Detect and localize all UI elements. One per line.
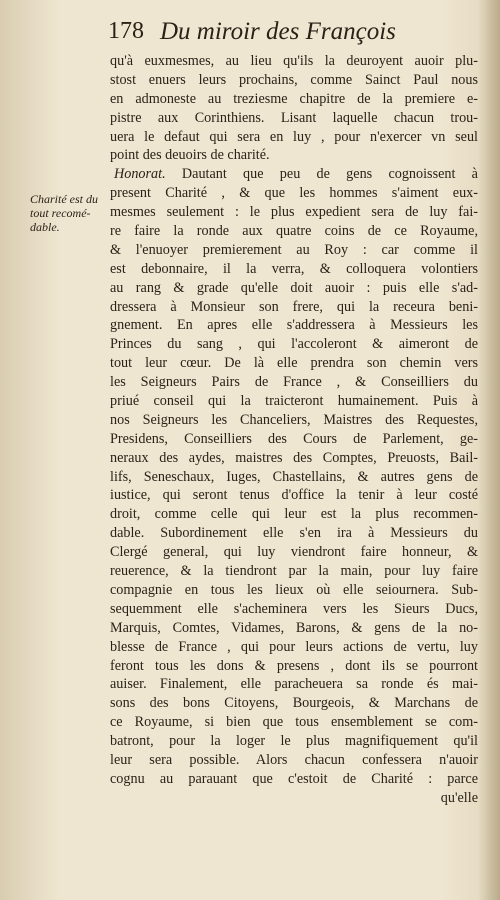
margin-note-line: Charité est du bbox=[30, 192, 98, 206]
text-line: priué conseil qui la traicteront humainement. Puis à bbox=[110, 393, 478, 410]
text-line: stost enuers leurs prochains, comme Sainct Paul nous bbox=[110, 71, 478, 88]
margin-note bbox=[30, 192, 110, 234]
text-line: Honorat. Dautant que peu de gens cognoissent à bbox=[114, 166, 478, 183]
speaker-name: Honorat. bbox=[114, 166, 166, 183]
margin-note-line: tout recomé- bbox=[30, 206, 91, 220]
text-line: leur sera possible. Alors chacun confessera n'auoir bbox=[110, 751, 478, 768]
text-line: Marquis, Comtes, Vidames, Barons, & gens de la no- bbox=[110, 619, 478, 636]
text-line: re faire la ronde aux quatre coins de ce Royaume, bbox=[110, 223, 478, 240]
text-line: en admoneste au treziesme chapitre de la premiere e- bbox=[110, 90, 478, 107]
text-line: dressera à Monsieur son frere, qui la receura beni- bbox=[110, 298, 478, 315]
text-line: qu'à euxmesmes, au lieu qu'ils la deuroyent auoir plu- bbox=[110, 53, 478, 69]
text-line: iustice, qui seront tenus d'office la tenir à leur costé bbox=[110, 487, 478, 504]
text-line: cognu au parauant que c'estoit de Charité : parce bbox=[110, 770, 478, 787]
text-line: point des deuoirs de charité. bbox=[110, 147, 270, 164]
running-title: Du miroir des François bbox=[160, 18, 396, 45]
text-line: sequemment elle s'acheminera vers les Sieurs Ducs, bbox=[110, 600, 478, 617]
text-line: est debonnaire, il la verra, & colloquera volontiers bbox=[110, 260, 478, 277]
catchword: qu'elle bbox=[440, 789, 478, 806]
margin-note-line: dable. bbox=[30, 220, 60, 234]
body-text bbox=[110, 52, 478, 808]
text-line: & l'enuoyer premierement au Roy : car comme il bbox=[110, 241, 478, 258]
text-line: Princes du sang , qui l'accoleront & aimeront de bbox=[110, 336, 478, 353]
text-line: sons des bons Citoyens, Bourgeois, & Marchans de bbox=[110, 695, 478, 712]
text-line: ce Royaume, si bien que tous ensemblement se com- bbox=[110, 714, 478, 731]
text-line: gnement. En apres elle s'addressera à Messieurs les bbox=[110, 317, 478, 334]
text-line: uera le defaut qui sera en luy , pour n'exercer vn seul bbox=[110, 128, 478, 145]
text-line: Clergé general, qui luy viendront faire honneur, & bbox=[110, 544, 478, 561]
text-line: tout leur cœur. De là elle prendra son chemin vers bbox=[110, 355, 478, 372]
text-line: neraux des aydes, maistres des Comptes, Preuosts, Bail- bbox=[110, 449, 478, 466]
text-line: mesmes seulement : le plus expedient sera de luy fai- bbox=[110, 204, 478, 221]
text-line: les Seigneurs Pairs de France , & Conseilliers du bbox=[110, 374, 478, 391]
text-line: droit, comme celle qui leur est la plus recommen- bbox=[110, 506, 478, 523]
text-line: present Charité , & que les hommes s'aiment eux- bbox=[110, 185, 478, 202]
text-line: feront tous les dons & presens , dont ils se pourront bbox=[110, 657, 478, 674]
page-gutter bbox=[478, 0, 500, 900]
page-header bbox=[108, 18, 480, 54]
page-number: 178 bbox=[108, 18, 144, 44]
text-line: reuerence, & la tiendront par la main, pour luy faire bbox=[110, 563, 478, 580]
text-line: auiser. Finalement, elle paracheuera sa ronde és mai- bbox=[110, 676, 478, 693]
text-line: blesse de France , qui pour leurs actions de vertu, luy bbox=[110, 638, 478, 655]
text-line: batront, pour la loger le plus magnifiquement qu'il bbox=[110, 733, 478, 750]
text-line: pistre aux Corinthiens. Lisant laquelle chacun trou- bbox=[110, 109, 478, 126]
text-line: lifs, Seneschaux, Iuges, Chastellains, & autres gens de bbox=[110, 468, 478, 485]
text-line: dable. Subordinement elle s'en ira à Messieurs du bbox=[110, 525, 478, 542]
text-line: Presidens, Conseilliers des Cours de Parlement, ge- bbox=[110, 430, 478, 447]
text-line: au rang & grade qu'elle doit auoir : puis elle s'ad- bbox=[110, 279, 478, 296]
text-line: nos Seigneurs les Chanceliers, Maistres des Requestes, bbox=[110, 411, 478, 428]
text-line: compagnie en tous les lieux où elle seiournera. Sub- bbox=[110, 581, 478, 598]
